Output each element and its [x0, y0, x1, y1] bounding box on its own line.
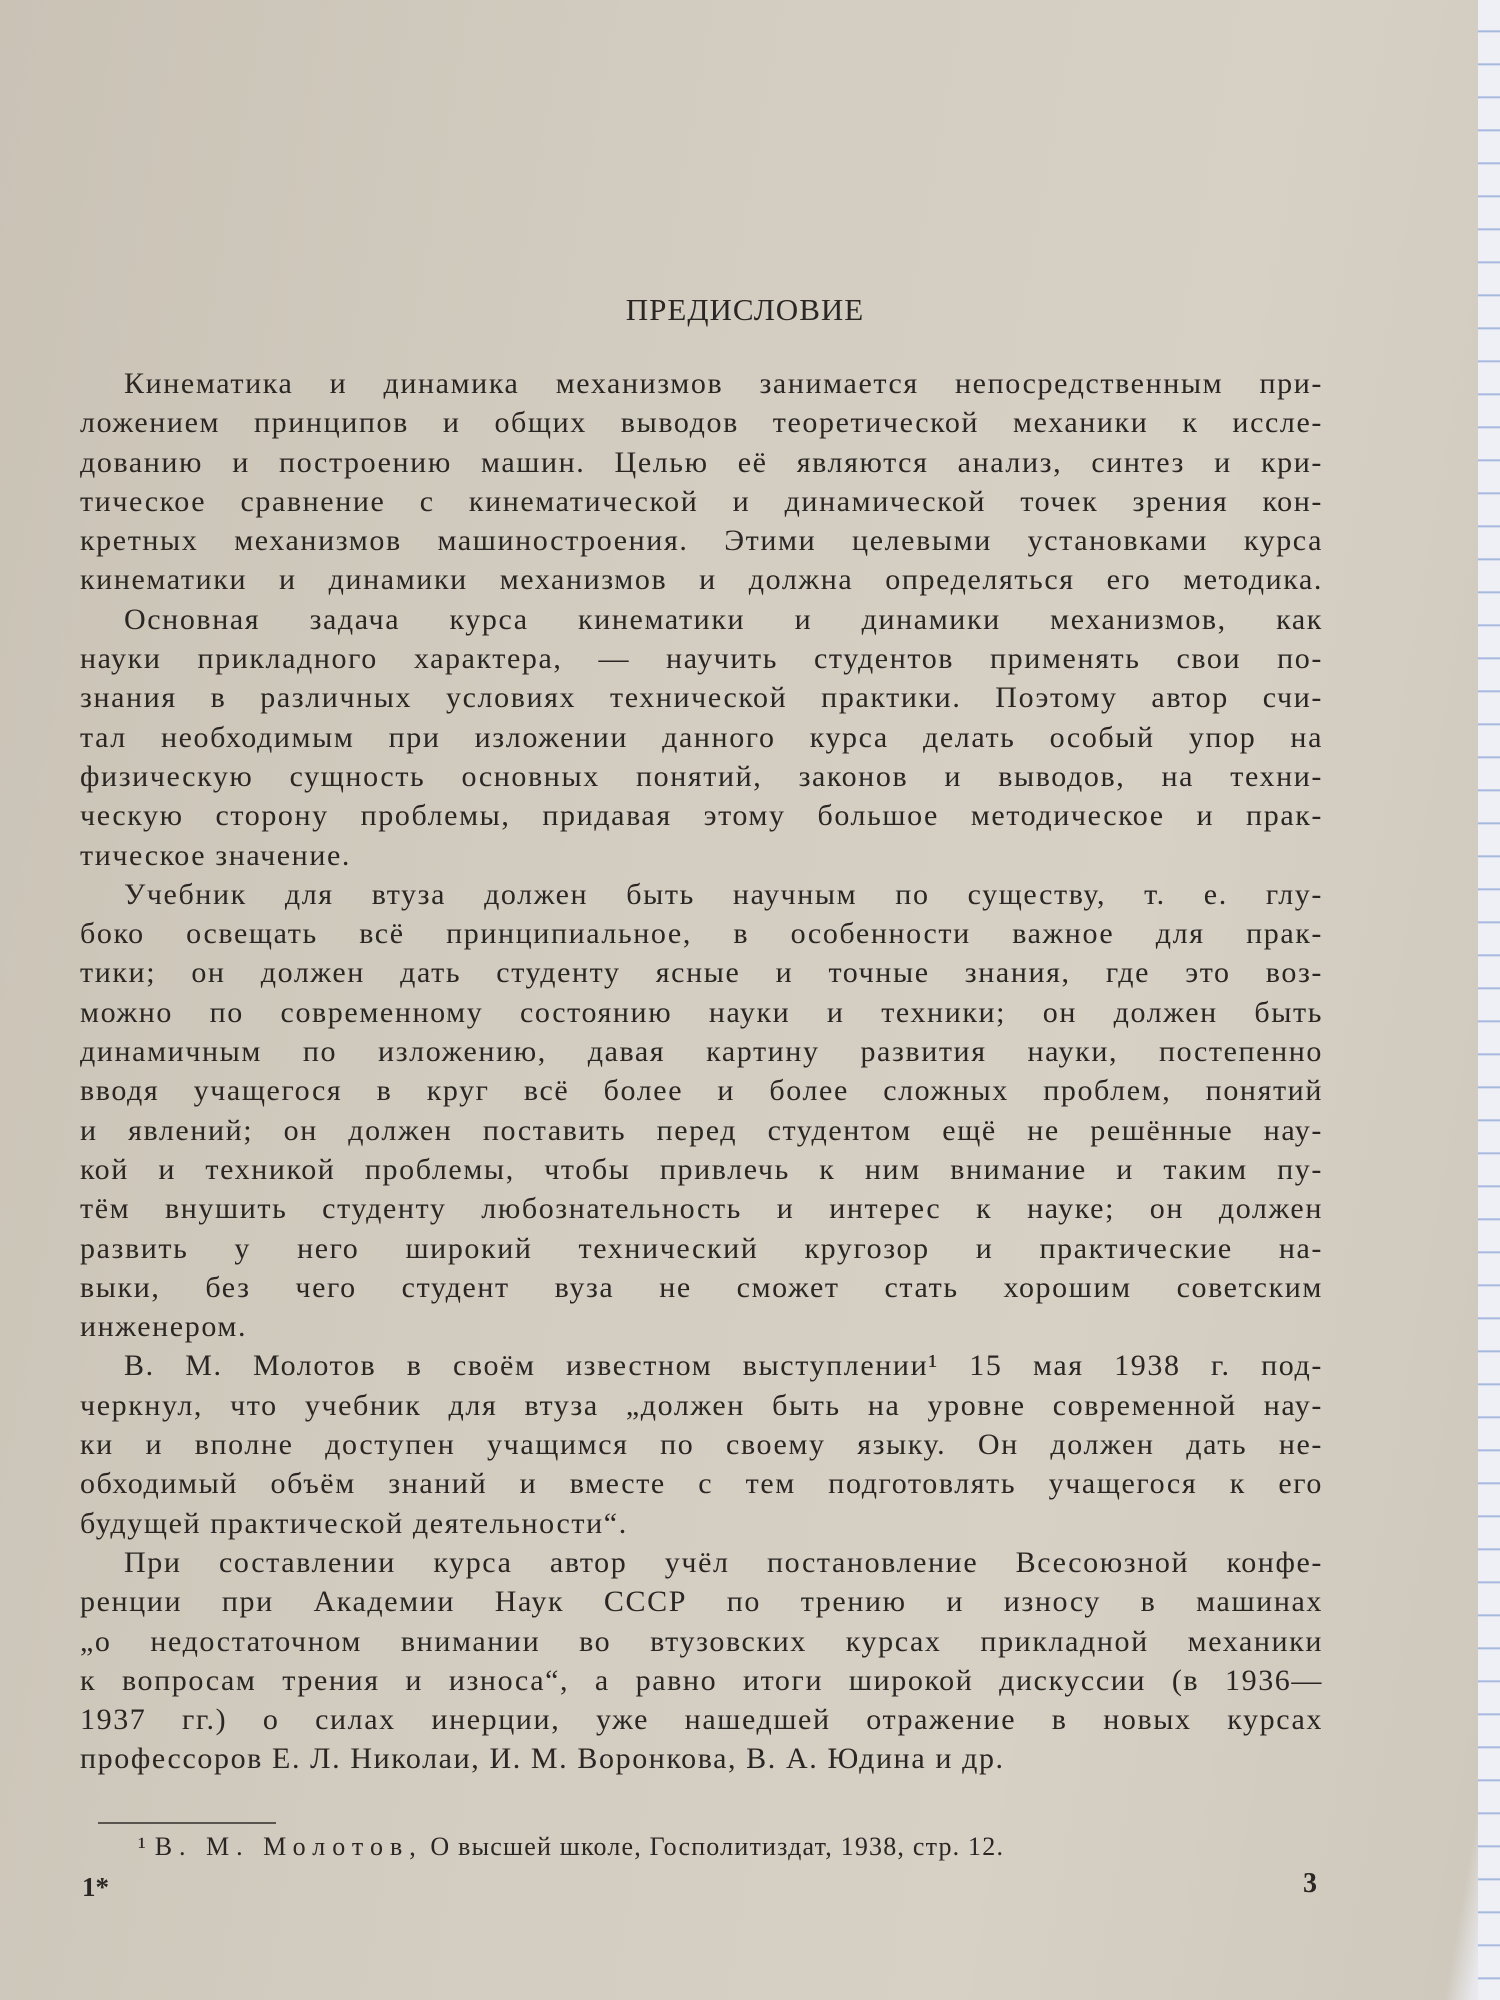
text-line: будущей практической деятельности“. — [80, 1506, 628, 1540]
text-line: В. М. Молотов в своём известном выступлении¹ 15 мая 1938 г. под- — [124, 1349, 1323, 1383]
paragraph — [80, 1543, 1323, 1779]
text-line: тал необходимым при изложении данного курса делать особый упор на — [80, 720, 1323, 754]
text-line: выки, без чего студент вуза не сможет стать хорошим советским — [80, 1270, 1323, 1304]
text-line: физическую сущность основных понятий, законов и выводов, на техни- — [80, 759, 1323, 793]
footnote-divider — [98, 1822, 276, 1824]
text-line: „о недостаточном внимании во втузовских курсах прикладной механики — [80, 1624, 1323, 1658]
text-line: ренции при Академии Наук СССР по трению и износу в машинах — [80, 1585, 1323, 1619]
text-line: динамичным по изложению, давая картину развития науки, постепенно — [80, 1035, 1323, 1069]
text-line: тём внушить студенту любознательность и интерес к науке; он должен — [80, 1192, 1323, 1226]
text-line: ложением принципов и общих выводов теоретической механики к иссле- — [80, 406, 1323, 440]
paragraph — [80, 1346, 1323, 1542]
text-line: знания в различных условиях технической практики. Поэтому автор счи- — [80, 681, 1323, 715]
text-line: тическое значение. — [80, 838, 352, 872]
paragraph — [80, 364, 1323, 600]
text-line: вводя учащегося в круг всё более и более сложных проблем, понятий — [80, 1074, 1323, 1108]
text-line: к вопросам трения и износа“, а равно итоги широкой дискуссии (в 1936— — [80, 1663, 1323, 1697]
footnote — [138, 1832, 1004, 1862]
paragraph — [80, 600, 1323, 875]
text-line: черкнул, что учебник для втуза „должен быть на уровне современной нау- — [80, 1388, 1323, 1422]
text-line: развить у него широкий технический кругозор и практические на- — [80, 1231, 1323, 1265]
text-line: ческую сторону проблемы, придавая этому большое методическое и прак- — [80, 799, 1323, 833]
text-line: тики; он должен дать студенту ясные и точные знания, где это воз- — [80, 956, 1323, 990]
text-line: и явлений; он должен поставить перед студентом ещё не решённые нау- — [80, 1113, 1323, 1147]
footnote-author: В. М. Молотов, — [154, 1832, 423, 1861]
text-line: кинематики и динамики механизмов и должна определяться его методика. — [80, 563, 1323, 597]
text-line: Кинематика и динамика механизмов занимается непосредственным при- — [124, 367, 1323, 400]
page-title: ПРЕДИСЛОВИЕ — [625, 292, 865, 327]
text-line: боко освещать всё принципиальное, в особенности важное для прак- — [80, 917, 1323, 951]
page-number: 3 — [1303, 1868, 1317, 1899]
text-line: При составлении курса автор учёл постановление Всесоюзной конфе- — [124, 1545, 1323, 1579]
text-line: инженером. — [80, 1310, 248, 1344]
text-line: ки и вполне доступен учащимся по своему языку. Он должен дать не- — [80, 1428, 1323, 1462]
text-line: науки прикладного характера, — научить студентов применять свои по- — [80, 642, 1323, 676]
text-line: можно по современному состоянию науки и техники; он должен быть — [80, 995, 1323, 1029]
text-line: кретных механизмов машиностроения. Этими целевыми установками курса — [80, 524, 1323, 558]
paragraph — [80, 875, 1323, 1347]
signature-mark: 1* — [82, 1872, 109, 1902]
text-line: обходимый объём знаний и вместе с тем подготовлять учащегося к его — [80, 1467, 1323, 1501]
text-line: тическое сравнение с кинематической и динамической точек зрения кон- — [80, 484, 1323, 518]
text-line: 1937 гг.) о силах инерции, уже нашедшей отражение в новых курсах — [80, 1703, 1323, 1737]
footnote-mark: ¹ — [138, 1832, 147, 1861]
text-line: кой и техникой проблемы, чтобы привлечь к ним внимание и таким пу- — [80, 1152, 1323, 1186]
preface-body — [80, 364, 1323, 1779]
text-line: Основная задача курса кинематики и динамики механизмов, как — [124, 602, 1323, 636]
text-line: дованию и построению машин. Целью её являются анализ, синтез и кри- — [80, 445, 1323, 479]
text-line: профессоров Е. Л. Николаи, И. М. Воронкова, В. А. Юдина и др. — [80, 1742, 1005, 1776]
footnote-text: О высшей школе, Госполитиздат, 1938, стр. 12. — [430, 1832, 1005, 1861]
text-line: Учебник для втуза должен быть научным по существу, т. е. глу- — [124, 877, 1323, 911]
